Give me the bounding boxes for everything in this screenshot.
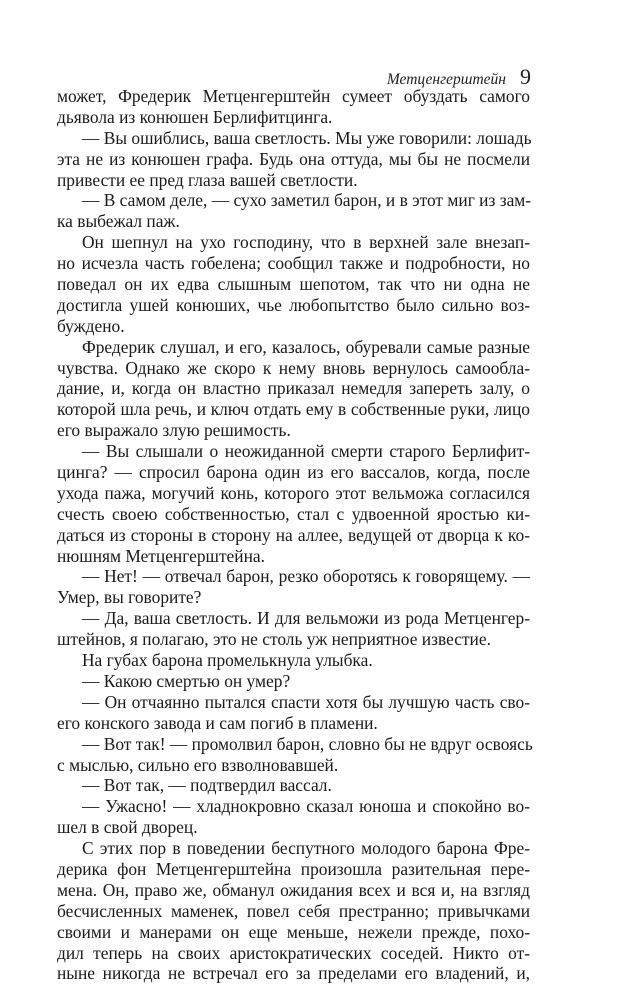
text-line: — Он отчаянно пытался спасти хотя бы лучшую часть сво- bbox=[82, 691, 530, 712]
text-line: — Нет! — отвечал барон, резко оборотясь к говорящему. — bbox=[82, 566, 530, 587]
text-line: Умер, вы говорите? bbox=[57, 587, 202, 608]
text-line: штейнов, я полагаю, это не столь уж неприятное известие. bbox=[57, 629, 491, 650]
body-text bbox=[57, 86, 533, 984]
text-line: — Вот так, — подтвердил вассал. bbox=[82, 775, 332, 796]
text-line: мена. Он, право же, обманул ожидания всех и вся и, на взгляд bbox=[57, 879, 530, 900]
text-line: цинга? — спросил барона один из его вассалов, когда, после bbox=[57, 462, 530, 483]
text-line: но исчезла часть гобелена; сообщил также и подробности, но bbox=[57, 253, 530, 274]
text-line: — В самом деле, — сухо заметил барон, и в этот миг из зам- bbox=[82, 190, 532, 211]
text-line: — Вот так! — промолвил барон, словно бы не вдруг освоясь bbox=[82, 733, 533, 754]
text-line: его конского завода и сам погиб в пламени. bbox=[57, 712, 378, 733]
text-line: — Ужасно! — хладнокровно сказал юноша и спокойно во- bbox=[82, 796, 530, 817]
text-line: которой шла речь, и ключ отдать ему в собственные руки, лицо bbox=[57, 399, 530, 420]
text-line: — Да, ваша светлость. И для вельможи из рода Метценгер- bbox=[82, 608, 530, 629]
running-title: Метценгерштейн bbox=[386, 71, 506, 88]
text-line: поведал он их едва слышным шепотом, так что ни одна не bbox=[57, 274, 530, 295]
text-line: эта не из конюшен графа. Будь она оттуда, мы бы не посмели bbox=[57, 148, 530, 169]
text-line: счесть своею собственностью, стал с удвоенной яростью ки- bbox=[57, 503, 530, 524]
text-line: Фредерик слушал, и его, казалось, обуревали самые разные bbox=[82, 336, 530, 357]
text-line: дание, и, когда он властно приказал немедля запереть залу, о bbox=[57, 378, 530, 399]
text-line: привести ее пред глаза вашей светлости. bbox=[57, 169, 358, 190]
text-line: — Вы ошиблись, ваша светлость. Мы уже говорили: лошадь bbox=[82, 127, 532, 148]
text-line: Он шепнул на ухо господину, что в верхней зале внезап- bbox=[82, 232, 530, 253]
text-line: — Какою смертью он умер? bbox=[82, 670, 291, 691]
text-line: шел в свой дворец. bbox=[57, 817, 198, 838]
text-line: ныне никогда не встречал его за пределами его владений, и, bbox=[57, 963, 530, 984]
text-line: своими и манерами он еще меньше, нежели прежде, похо- bbox=[57, 921, 530, 942]
text-line: чувства. Однако же скоро к нему вновь вернулось самообла- bbox=[57, 357, 530, 378]
text-line: с мыслью, сильно его взволновавшей. bbox=[57, 754, 339, 775]
text-line: — Вы слышали о неожиданной смерти старого Берлифит- bbox=[82, 441, 530, 462]
text-line: даться из стороны в сторону на аллее, ведущей от дворца к ко- bbox=[57, 524, 530, 545]
text-line: На губах барона промелькнула улыбка. bbox=[82, 650, 373, 671]
text-line: дерика фон Метценгерштейна произошла разительная пере- bbox=[57, 858, 530, 879]
text-line: буждено. bbox=[57, 315, 125, 336]
text-line: бесчисленных маменек, повел себя престранно; привычками bbox=[57, 900, 530, 921]
text-line: достигла ушей конюших, чье любопытство было сильно воз- bbox=[57, 294, 530, 315]
text-line: дьявола из конюшен Берлифитцинга. bbox=[57, 106, 333, 127]
text-line: ка выбежал паж. bbox=[57, 211, 180, 232]
text-line: ухода пажа, могучий конь, которого этот вельможа согласился bbox=[57, 482, 530, 503]
page-number: 9 bbox=[520, 64, 531, 89]
text-line: его выражало злую решимость. bbox=[57, 420, 291, 441]
text-line: может, Фредерик Метценгерштейн сумеет обуздать самого bbox=[57, 86, 530, 106]
text-line: С этих пор в поведении беспутного молодого барона Фре- bbox=[82, 838, 530, 859]
text-line: дил теперь на своих аристократических соседей. Никто от- bbox=[57, 942, 530, 963]
text-line: нюшням Метценгерштейна. bbox=[57, 545, 265, 566]
